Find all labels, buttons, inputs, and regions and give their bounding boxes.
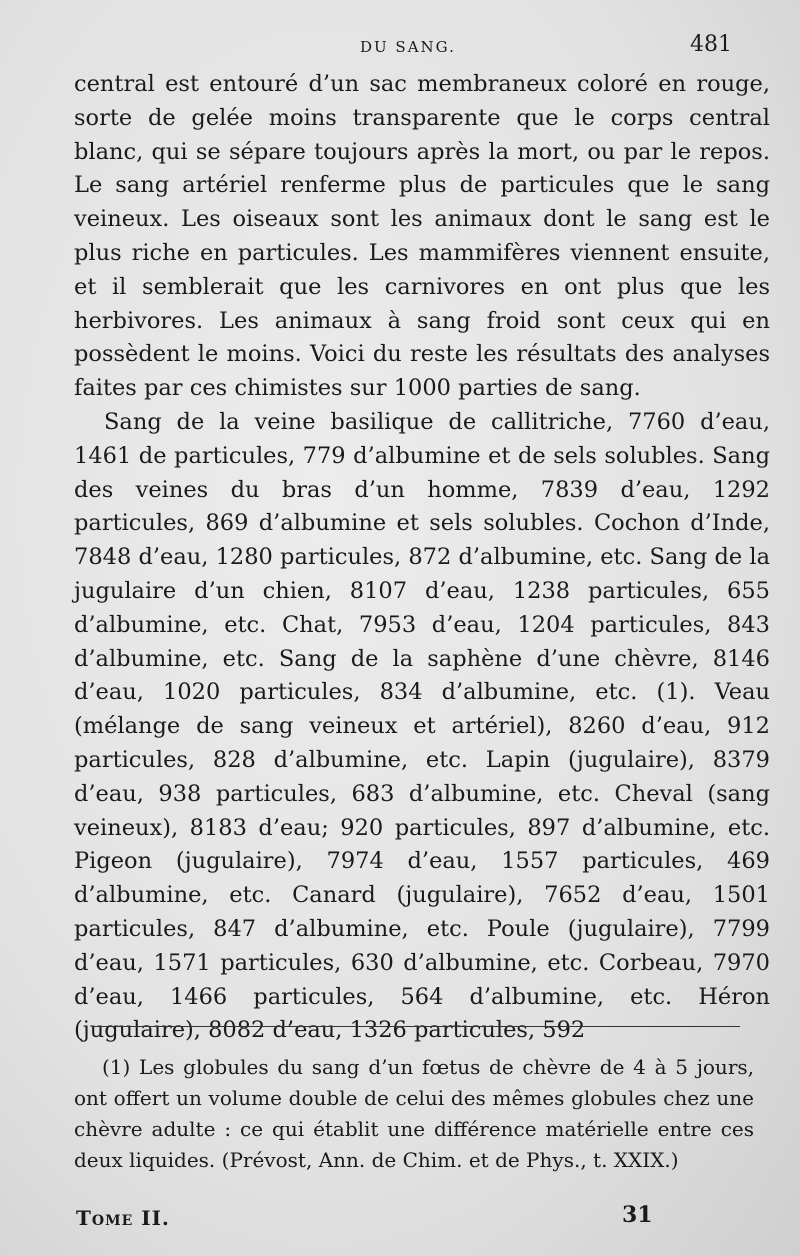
footnote-text: (1) Les globules du sang d’un fœtus de chèvre de 4 à 5 jours, ont offert un volume double de celui des mêmes globules chez une chèvre adulte : ce qui établit une différence matérielle entre ces deux liquides. (Prévost, Ann. de Chim. et de Phys., t. XXIX.) [74, 1055, 754, 1172]
main-text [74, 68, 770, 1048]
page-number: 481 [690, 32, 732, 57]
volume-signature: Tome II. [76, 1206, 170, 1230]
paragraph-1: central est entouré d’un sac membraneux coloré en rouge, sorte de gelée moins transparente que le corps central blanc, qui se sépare toujours après la mort, ou par le repos. Le sang artériel renferme plus de particules que le sang veineux. Les oiseaux sont les animaux dont le sang est le plus riche en particules. Les mammifères viennent ensuite, et il semblerait que les carnivores en ont plus que les herbivores. Les animaux à sang froid sont ceux qui en possèdent le moins. Voici du reste les résultats des analyses faites par ces chimistes sur 1000 parties de sang. [74, 71, 770, 402]
page-footer [0, 1200, 800, 1234]
page-header [0, 32, 800, 62]
footnote-rule [92, 1026, 740, 1027]
running-head: DU SANG. [360, 38, 456, 56]
gathering-signature: 31 [622, 1202, 653, 1228]
footnote [74, 1052, 754, 1176]
paragraph-2: Sang de la veine basilique de callitriche, 7760 d’eau, 1461 de particules, 779 d’albumine et de sels solubles. Sang des veines du bras d’un homme, 7839 d’eau, 1292 particules, 869 d’albumine et sels solubles. Cochon d’Inde, 7848 d’eau, 1280 particules, 872 d’albumine, etc. Sang de la jugulaire d’un chien, 8107 d’eau, 1238 particules, 655 d’albumine, etc. Chat, 7953 d’eau, 1204 particules, 843 d’albumine, etc. Sang de la saphène d’une chèvre, 8146 d’eau, 1020 particules, 834 d’albumine, etc. (1). Veau (mélange de sang veineux et artériel), 8260 d’eau, 912 particules, 828 d’albumine, etc. Lapin (jugulaire), 8379 d’eau, 938 particules, 683 d’albumine, etc. Cheval (sang veineux), 8183 d’eau; 920 particules, 897 d’albumine, etc. Pigeon (jugulaire), 7974 d’eau, 1557 particules, 469 d’albumine, etc. Canard (jugulaire), 7652 d’eau, 1501 particules, 847 d’albumine, etc. Poule (jugulaire), 7799 d’eau, 1571 particules, 630 d’albumine, etc. Corbeau, 7970 d’eau, 1466 particules, 564 d’albumine, etc. Héron (jugulaire), 8082 d’eau, 1326 particules, 592 [74, 408, 770, 1044]
